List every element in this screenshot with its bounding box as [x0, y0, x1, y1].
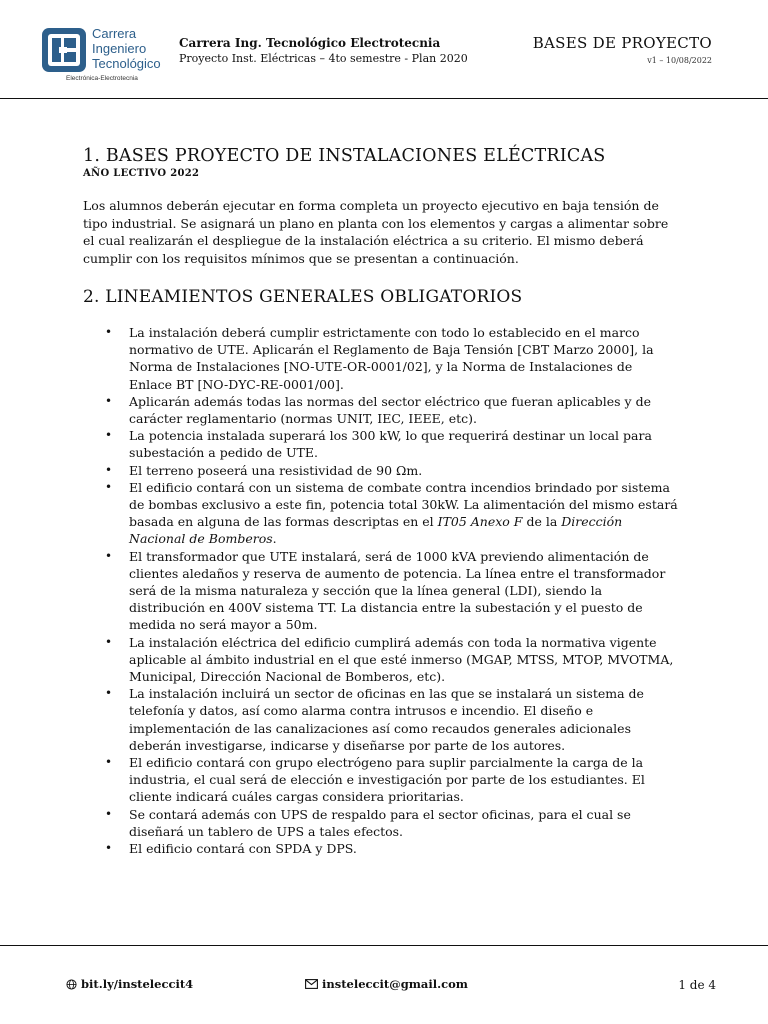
document-version: v1 – 10/08/2022 — [647, 56, 712, 65]
logo-line-2: Ingeniero — [92, 41, 147, 56]
fire-item-text: El edificio contará con un sistema de combate contra incendios brindado por sistema de bombas exclusivo a este fin, potencia total 30kW. La alimentación del mismo estará basada en alguna de las formas descriptas en el — [129, 479, 678, 530]
logo-emblem-icon — [42, 28, 86, 72]
header-course-info — [179, 35, 468, 67]
document-body — [83, 146, 679, 857]
header-divider — [0, 98, 768, 99]
fire-item-authority: Dirección Nacional de Bomberos — [129, 514, 623, 547]
logo-subtitle: Electrónica-Electrotecnia — [66, 75, 138, 82]
list-item-fire-system — [83, 479, 679, 548]
header-career: Carrera Ing. Tecnológico Electrotecnia — [179, 36, 441, 50]
list-item: • La potencia instalada superará los 300 kW, lo que requerirá destinar un local para subestación a pedido de UTE. — [83, 427, 679, 461]
footer-link-text[interactable]: bit.ly/insteleccit4 — [81, 977, 194, 991]
fire-item-reference: IT05 Anexo F — [437, 514, 523, 530]
logo-text — [92, 26, 161, 71]
logo-line-1: Carrera — [92, 26, 137, 41]
fire-item-connector: de la — [522, 514, 562, 530]
section-1-subtitle: AÑO LECTIVO 2022 — [83, 168, 200, 179]
section-1-paragraph: Los alumnos deberán ejecutar en forma completa un proyecto ejecutivo en baja tensión de tipo industrial. Se asignará un plano en planta con los elementos y cargas a alimentar sobre el cual realizarán el despliegue de la instalación eléctrica a su criterio. El mismo deberá cumplir con los requisitos mínimos que se presentan a continuación. — [83, 198, 669, 266]
list-item: • El edificio contará con grupo electrógeno para suplir parcialmente la carga de la industria, el cual será de elección e investigación por parte de los estudiantes. El cliente indicará cuáles cargas considera prioritarias. — [83, 754, 679, 806]
header-course: Proyecto Inst. Eléctricas – 4to semestre - Plan 2020 — [179, 52, 468, 65]
page-number: 1 de 4 — [678, 978, 716, 992]
section-1-title: 1. BASES PROYECTO DE INSTALACIONES ELÉCTRICAS — [83, 146, 606, 166]
list-item: • El transformador que UTE instalará, será de 1000 kVA previendo alimentación de clientes aledaños y reserva de aumento de potencia. La línea entre el transformador será de la misma naturaleza y sección que la línea general (LDI), siendo la distribución en 400V sistema TT. La distancia entre la subestación y el puesto de medida no será mayor a 50m. — [83, 548, 679, 634]
footer-divider — [0, 945, 768, 946]
list-item: • Se contará además con UPS de respaldo para el sector oficinas, para el cual se diseñará un tablero de UPS a tales efectos. — [83, 806, 679, 840]
list-item: • El edificio contará con SPDA y DPS. — [83, 840, 679, 857]
logo-line-3: Tecnológico — [92, 56, 161, 71]
document-title: BASES DE PROYECTO — [532, 34, 712, 52]
header-document-info — [533, 34, 712, 65]
list-item: • La instalación eléctrica del edificio cumplirá además con toda la normativa vigente aplicable al ámbito industrial en el que esté inmerso (MGAP, MTSS, MTOP, MVOTMA, Municipal, Dirección Nacional de Bomberos, etc). — [83, 634, 679, 686]
list-item: • La instalación incluirá un sector de oficinas en las que se instalará un sistema de telefonía y datos, así como alarma contra intrusos e incendio. El diseño e implementación de las canalizaciones así como recaudos generales adicionales deberán investigarse, indicarse y diseñarse por parte de los autores. — [83, 685, 679, 754]
institution-logo — [40, 26, 168, 90]
envelope-icon — [305, 979, 318, 989]
list-item: • La instalación deberá cumplir estrictamente con todo lo establecido en el marco normativo de UTE. Aplicarán el Reglamento de Baja Tensión [CBT Marzo 2000], la Norma de Instalaciones [NO-UTE-OR-0001/02], y la Norma de Instalaciones de Enlace BT [NO-DYC-RE-0001/00]. — [83, 324, 679, 393]
list-item: • Aplicarán además todas las normas del sector eléctrico que fueran aplicables y de carácter reglamentario (normas UNIT, IEC, IEEE, etc). — [83, 393, 679, 427]
section-2-title: 2. LINEAMIENTOS GENERALES OBLIGATORIOS — [83, 287, 523, 307]
fire-item-end: . — [272, 531, 277, 547]
footer-email[interactable] — [305, 977, 468, 991]
globe-icon — [66, 979, 77, 990]
list-item: • El terreno poseerá una resistividad de 90 Ωm. — [83, 462, 679, 479]
requirements-list — [83, 324, 679, 857]
footer-email-text[interactable]: insteleccit@gmail.com — [322, 977, 468, 991]
footer-link[interactable] — [66, 977, 193, 991]
